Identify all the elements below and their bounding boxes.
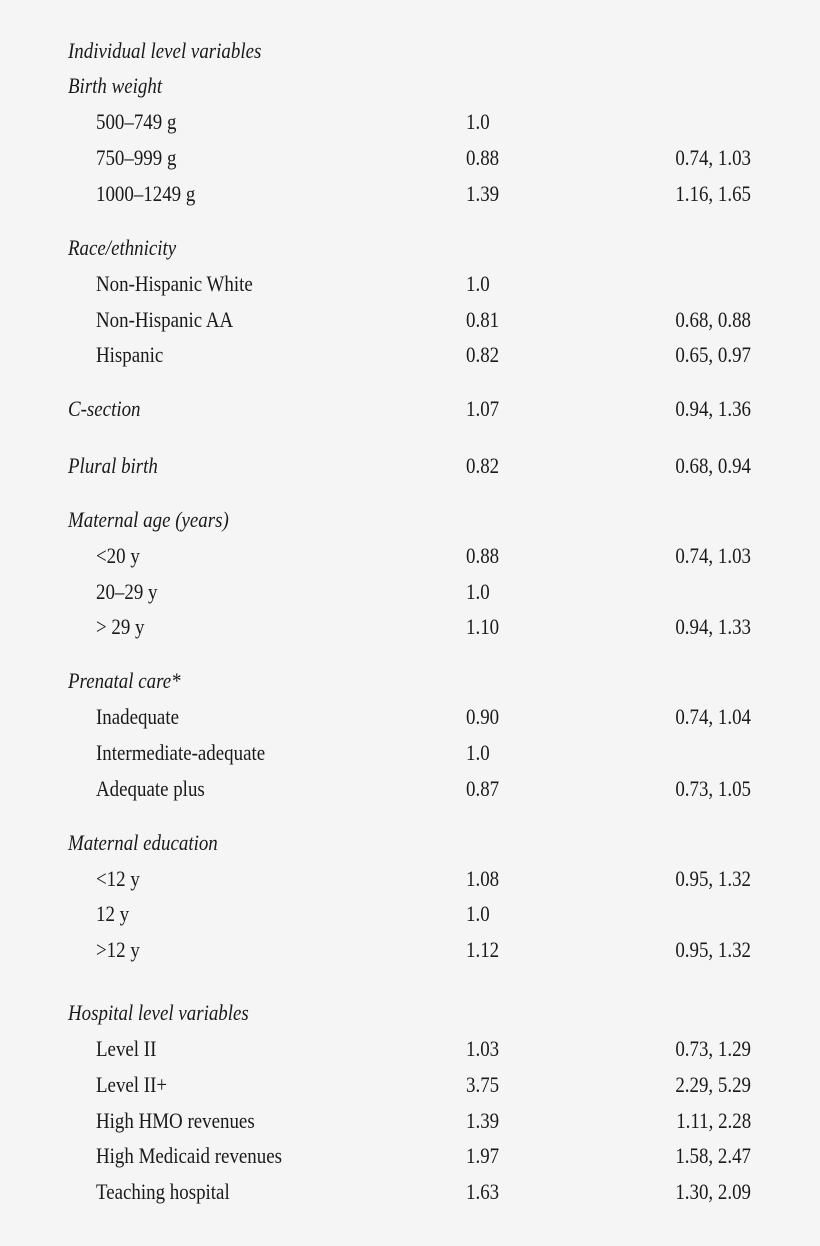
table-row-c-section <box>0 391 820 427</box>
table-row <box>0 861 820 897</box>
row-label: Level II <box>96 1036 157 1061</box>
section-title: Birth weight <box>68 73 163 98</box>
row-label: Teaching hospital <box>96 1179 230 1204</box>
table-row <box>0 1031 820 1067</box>
section-title: C-section <box>68 396 141 421</box>
odds-ratio: 0.88 <box>466 543 500 568</box>
table-row <box>0 932 820 968</box>
odds-ratio: 0.82 <box>466 342 500 367</box>
row-label: 500–749 g <box>96 109 177 134</box>
odds-ratio: 0.82 <box>466 453 500 478</box>
odds-ratio: 1.0 <box>466 109 490 134</box>
table-row-plural-birth <box>0 448 820 484</box>
section-title: Race/ethnicity <box>68 235 177 260</box>
table-row <box>0 896 820 932</box>
section-title: Plural birth <box>68 453 158 478</box>
odds-ratio: 0.90 <box>466 704 500 729</box>
row-label: Adequate plus <box>96 776 205 801</box>
odds-ratio: 1.0 <box>466 579 490 604</box>
confidence-interval: 0.65, 0.97 <box>675 342 751 367</box>
odds-ratio: 1.0 <box>466 271 490 296</box>
confidence-interval: 0.74, 1.03 <box>675 543 751 568</box>
section-title: Maternal education <box>68 830 218 855</box>
table-row <box>0 735 820 771</box>
confidence-interval: 0.68, 0.94 <box>675 453 751 478</box>
row-label: Non-Hispanic White <box>96 271 253 296</box>
odds-ratio: 0.81 <box>466 307 500 332</box>
odds-ratio: 1.39 <box>466 181 500 206</box>
table-row <box>0 176 820 212</box>
confidence-interval: 0.95, 1.32 <box>675 866 751 891</box>
row-label: 750–999 g <box>96 145 177 170</box>
table-row <box>0 266 820 302</box>
row-label: High HMO revenues <box>96 1108 255 1133</box>
row-label: Intermediate-adequate <box>96 740 266 765</box>
confidence-interval: 0.95, 1.32 <box>675 937 751 962</box>
odds-ratio: 1.08 <box>466 866 500 891</box>
table-row <box>0 1174 820 1210</box>
section-title: Maternal age (years) <box>68 507 229 532</box>
table-row <box>0 1138 820 1174</box>
section-header-birth-weight <box>0 68 820 104</box>
odds-ratio: 1.0 <box>466 901 490 926</box>
odds-ratio: 1.0 <box>466 740 490 765</box>
row-label: Hispanic <box>96 342 164 367</box>
table-row <box>0 140 820 176</box>
odds-ratio: 0.87 <box>466 776 500 801</box>
row-label: 12 y <box>96 901 130 926</box>
confidence-interval: 1.58, 2.47 <box>675 1143 751 1168</box>
section-header-maternal-education <box>0 825 820 861</box>
odds-ratio: 1.97 <box>466 1143 500 1168</box>
odds-ratio: 1.07 <box>466 396 500 421</box>
confidence-interval: 0.74, 1.03 <box>675 145 751 170</box>
section-header-hospital <box>0 995 820 1031</box>
section-header-individual <box>0 33 820 69</box>
confidence-interval: 0.68, 0.88 <box>675 307 751 332</box>
row-label: > 29 y <box>96 614 145 639</box>
odds-ratio: 1.10 <box>466 614 500 639</box>
table-row <box>0 609 820 645</box>
confidence-interval: 2.29, 5.29 <box>675 1072 751 1097</box>
table-row <box>0 337 820 373</box>
table-row <box>0 1103 820 1139</box>
odds-ratio: 3.75 <box>466 1072 500 1097</box>
row-label: 20–29 y <box>96 579 158 604</box>
section-header-prenatal-care <box>0 663 820 699</box>
table-row <box>0 538 820 574</box>
section-header-maternal-age <box>0 502 820 538</box>
section-header-race <box>0 230 820 266</box>
row-label: Inadequate <box>96 704 179 729</box>
confidence-interval: 1.30, 2.09 <box>675 1179 751 1204</box>
row-label: High Medicaid revenues <box>96 1143 282 1168</box>
confidence-interval: 0.94, 1.33 <box>675 614 751 639</box>
row-label: Level II+ <box>96 1072 168 1097</box>
confidence-interval: 1.11, 2.28 <box>676 1108 751 1133</box>
table-row <box>0 699 820 735</box>
row-label: >12 y <box>96 937 140 962</box>
confidence-interval: 0.73, 1.29 <box>675 1036 751 1061</box>
odds-ratio: 1.03 <box>466 1036 500 1061</box>
table-row <box>0 771 820 807</box>
section-title: Prenatal care* <box>68 668 181 693</box>
confidence-interval: 0.73, 1.05 <box>675 776 751 801</box>
row-label: <20 y <box>96 543 140 568</box>
row-label: 1000–1249 g <box>96 181 196 206</box>
table-row <box>0 302 820 338</box>
confidence-interval: 1.16, 1.65 <box>675 181 751 206</box>
odds-ratio: 0.88 <box>466 145 500 170</box>
row-label: Non-Hispanic AA <box>96 307 234 332</box>
confidence-interval: 0.94, 1.36 <box>675 396 751 421</box>
table-row <box>0 104 820 140</box>
odds-ratio: 1.63 <box>466 1179 500 1204</box>
odds-ratio: 1.39 <box>466 1108 500 1133</box>
section-title: Hospital level variables <box>68 1000 249 1025</box>
confidence-interval: 0.74, 1.04 <box>675 704 751 729</box>
table-row <box>0 1067 820 1103</box>
table-row <box>0 574 820 610</box>
row-label: <12 y <box>96 866 140 891</box>
odds-ratio: 1.12 <box>466 937 500 962</box>
section-title: Individual level variables <box>68 38 262 63</box>
